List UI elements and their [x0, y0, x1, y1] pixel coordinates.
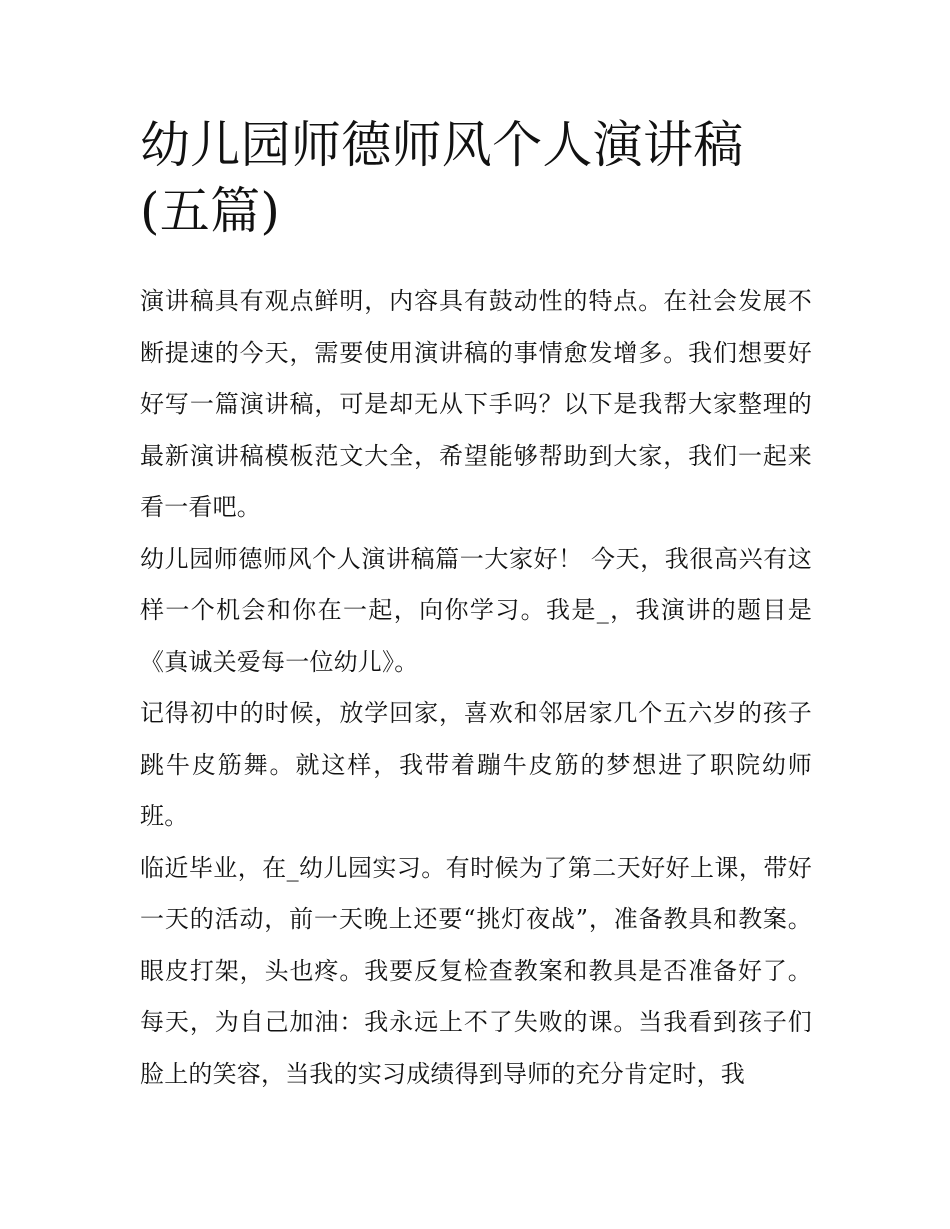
- document-title: 幼儿园师德师风个人演讲稿(五篇): [140, 116, 744, 240]
- paragraph-intro: 演讲稿具有观点鲜明，内容具有鼓动性的特点。在社会发展不断提速的今天，需要使用演讲稿的事情愈发增多。我们想要好好写一篇演讲稿，可是却无从下手吗？以下是我帮大家整理的最新演讲稿模板范文大全，希望能够帮助到大家，我们一起来看一看吧。: [140, 287, 812, 521]
- paragraph-greeting: 幼儿园师德师风个人演讲稿篇一大家好！ 今天，我很高兴有这样一个机会和你在一起，向你学习。我是_，我演讲的题目是《真诚关爱每一位幼儿》。: [140, 544, 812, 676]
- document-content: [140, 112, 812, 1100]
- paragraph-memory: 记得初中的时候，放学回家，喜欢和邻居家几个五六岁的孩子跳牛皮筋舞。就这样，我带着蹦牛皮筋的梦想进了职院幼师班。: [140, 699, 812, 830]
- document-body: [140, 276, 812, 1100]
- paragraph-internship: 临近毕业，在_幼儿园实习。有时候为了第二天好好上课，带好一天的活动，前一天晚上还要“挑灯夜战”，准备教具和教案。眼皮打架，头也疼。我要反复检查教案和教具是否准备好了。每天，为自己加油：我永远上不了失败的课。当我看到孩子们脸上的笑容，当我的实习成绩得到导师的充分肯定时，我: [140, 853, 812, 1088]
